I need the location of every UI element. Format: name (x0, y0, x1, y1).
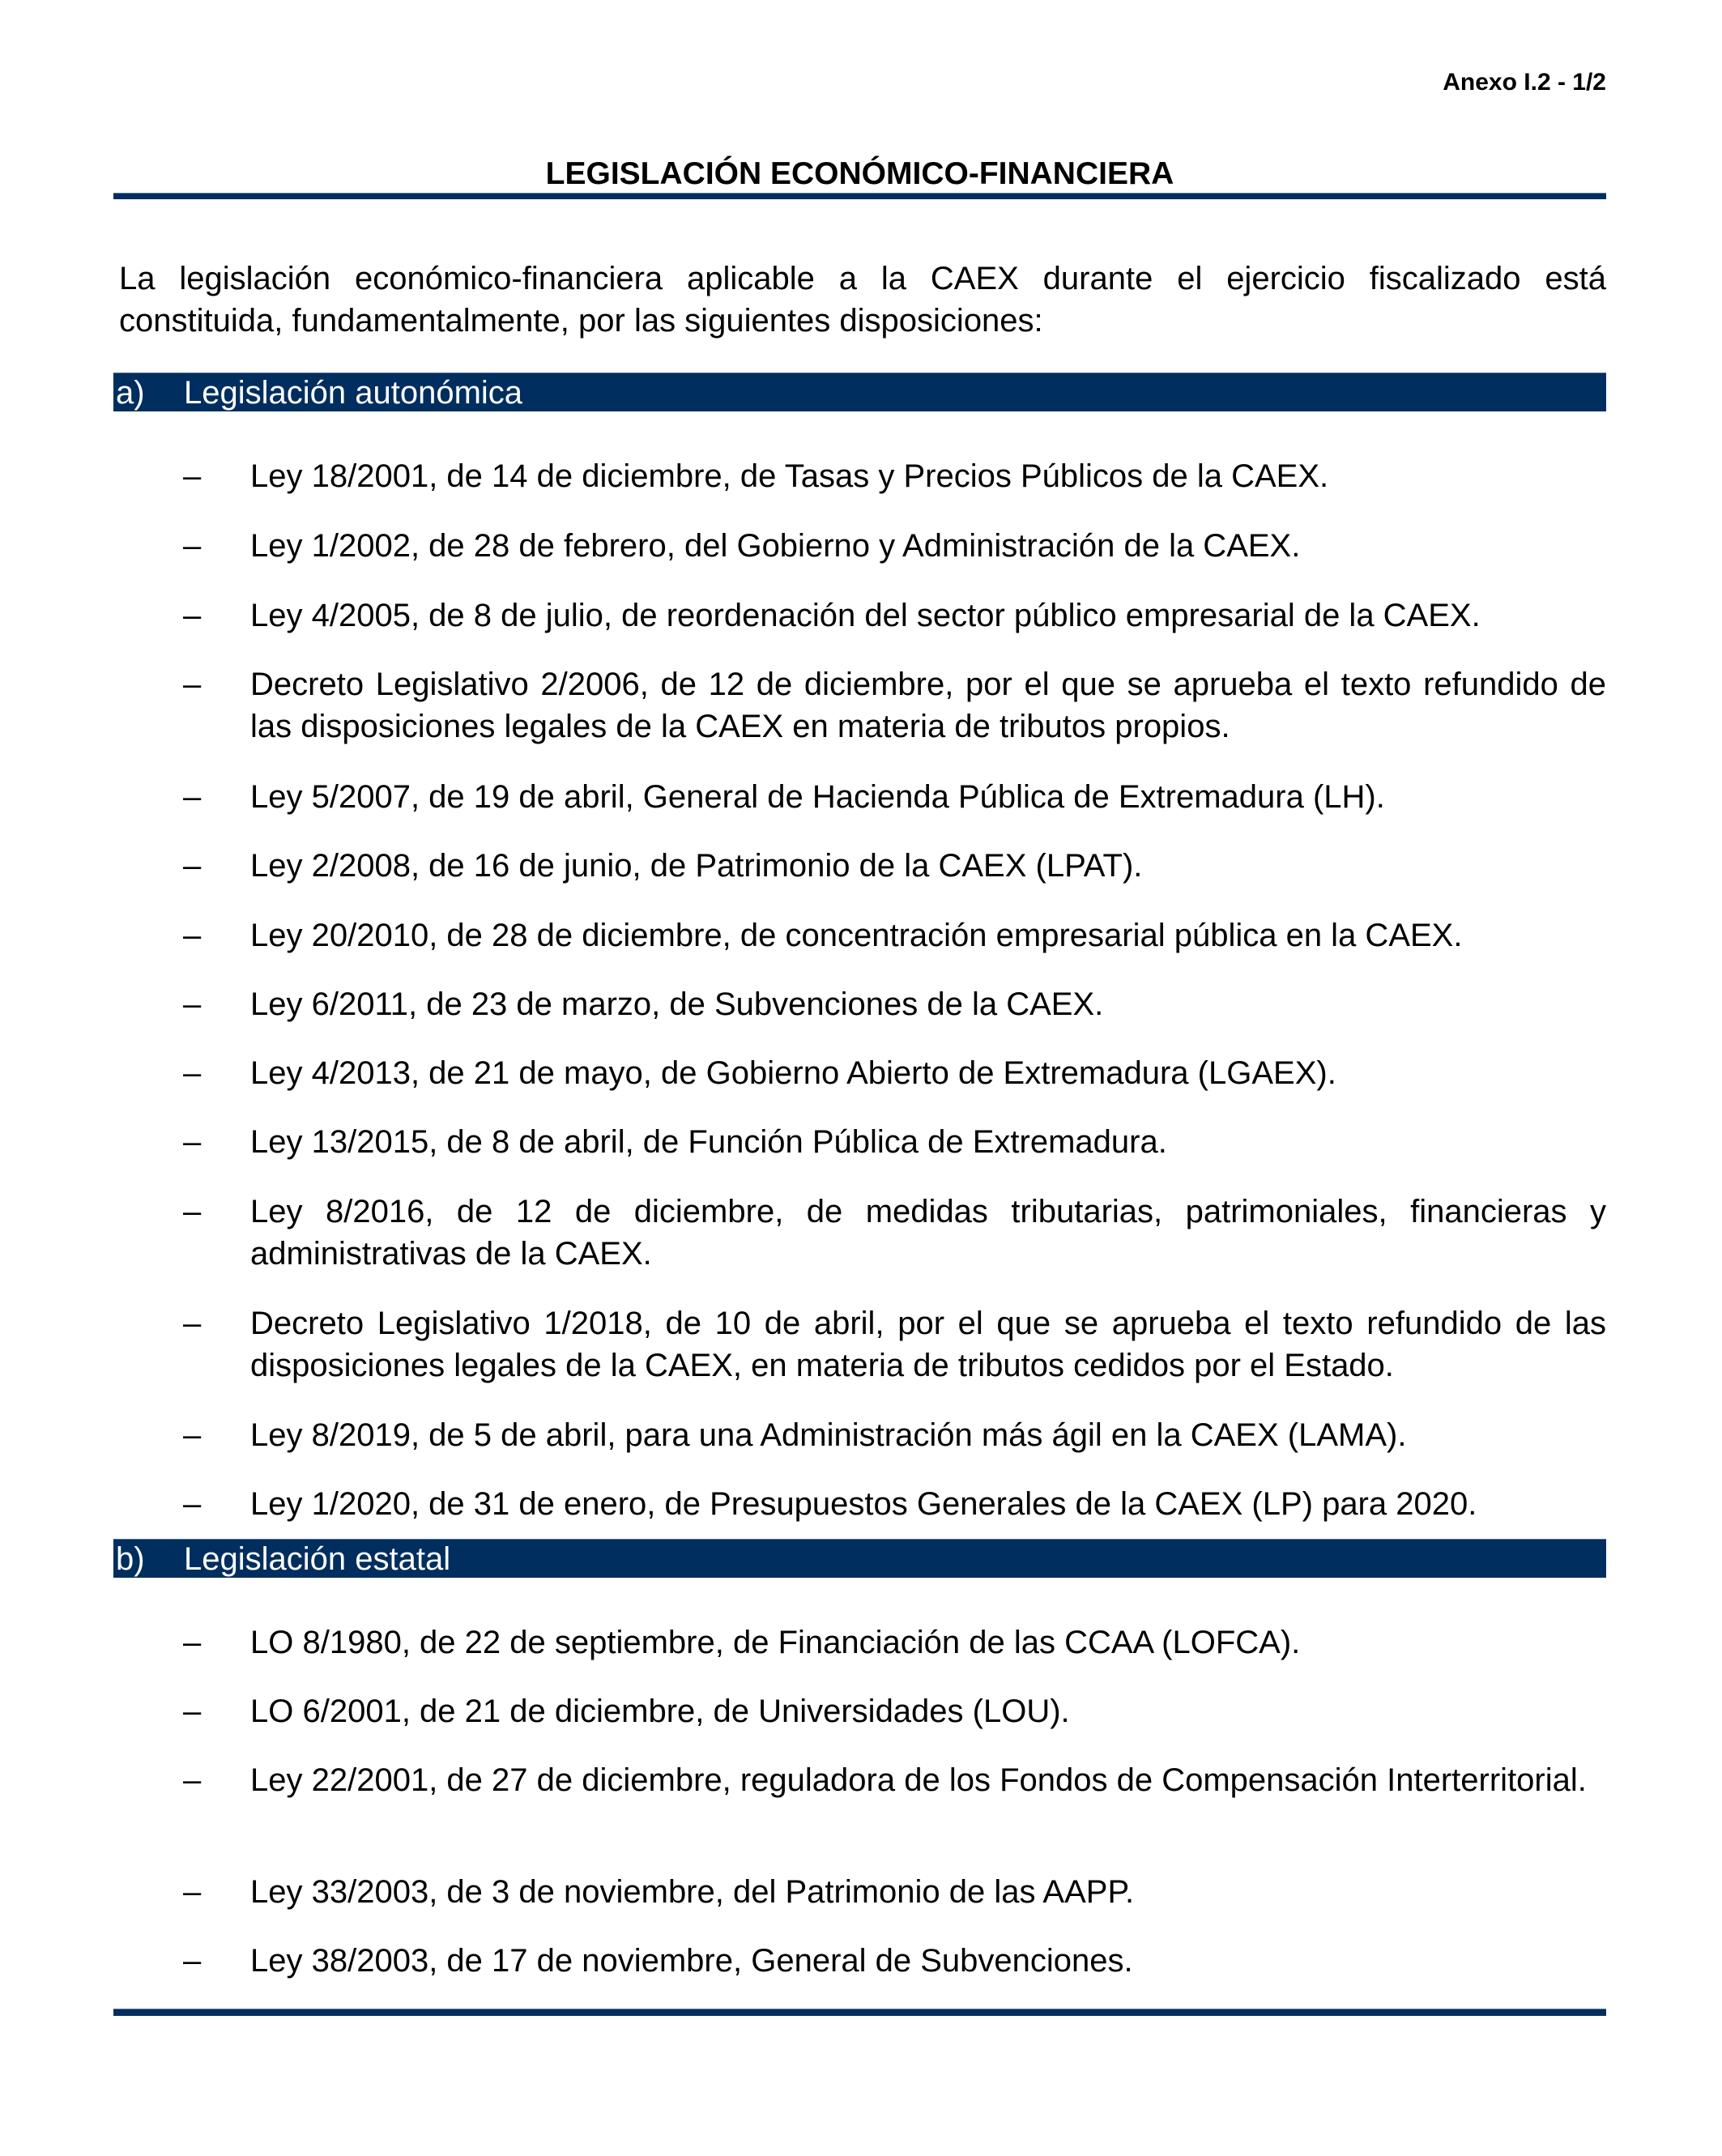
dash-bullet-icon: – (183, 1762, 202, 1798)
dash-bullet-icon: – (183, 779, 202, 815)
dash-bullet-icon: – (183, 667, 202, 702)
section-label: Legislación autonómica (184, 375, 523, 411)
section-header-estatal (113, 1539, 1606, 1578)
dash-bullet-icon: – (183, 1874, 202, 1910)
dash-bullet-icon: – (183, 1625, 202, 1660)
list-item-text: Ley 4/2005, de 8 de julio, de reordenación del sector público empresarial de la CAEX. (250, 598, 1481, 633)
dash-bullet-icon: – (183, 1194, 202, 1229)
dash-bullet-icon: – (183, 1486, 202, 1522)
list-item-text: Ley 13/2015, de 8 de abril, de Función Pública de Extremadura. (250, 1124, 1167, 1160)
list-item-text: Ley 4/2013, de 21 de mayo, de Gobierno Abierto de Extremadura (LGAEX). (250, 1055, 1336, 1091)
dash-bullet-icon: – (183, 1417, 202, 1453)
list-item-text: Ley 38/2003, de 17 de noviembre, General de Subvenciones. (250, 1943, 1133, 1979)
section-header-autonomica (113, 373, 1606, 411)
list-item-text: Ley 1/2002, de 28 de febrero, del Gobierno y Administración de la CAEX. (250, 528, 1301, 564)
footer-divider (113, 2009, 1606, 2016)
list-item-text: Decreto Legislativo 2/2006, de 12 de diciembre, por el que se aprueba el texto refundido de las disposiciones legales de la CAEX en materia de tributos propios. (250, 667, 1606, 744)
dash-bullet-icon: – (183, 598, 202, 633)
list-item-text: Ley 2/2008, de 16 de junio, de Patrimonio de la CAEX (LPAT). (250, 848, 1143, 884)
dash-bullet-icon: – (183, 1306, 202, 1341)
dash-bullet-icon: – (183, 1124, 202, 1160)
dash-bullet-icon: – (183, 1694, 202, 1729)
dash-bullet-icon: – (183, 1055, 202, 1091)
annex-label: Anexo I.2 - 1/2 (1443, 69, 1606, 96)
list-item-text: Ley 33/2003, de 3 de noviembre, del Patrimonio de las AAPP. (250, 1874, 1135, 1910)
dash-bullet-icon: – (183, 986, 202, 1022)
list-item-text: Ley 8/2019, de 5 de abril, para una Administración más ágil en la CAEX (LAMA). (250, 1417, 1407, 1453)
section-letter: b) (116, 1541, 145, 1577)
dash-bullet-icon: – (183, 528, 202, 564)
list-item-text: Ley 22/2001, de 27 de diciembre, reguladora de los Fondos de Compensación Interterritorial. (250, 1762, 1587, 1798)
list-item-text: Ley 1/2020, de 31 de enero, de Presupuestos Generales de la CAEX (LP) para 2020. (250, 1486, 1477, 1522)
dash-bullet-icon: – (183, 848, 202, 884)
list-item-text: Ley 8/2016, de 12 de diciembre, de medidas tributarias, patrimoniales, financieras y administrativas de la CAEX. (250, 1194, 1606, 1272)
section-letter: a) (116, 375, 145, 411)
section-label: Legislación estatal (184, 1541, 451, 1577)
dash-bullet-icon: – (183, 458, 202, 494)
list-item-text: Ley 20/2010, de 28 de diciembre, de concentración empresarial pública en la CAEX. (250, 918, 1463, 953)
list-item-text: Ley 5/2007, de 19 de abril, General de Hacienda Pública de Extremadura (LH). (250, 779, 1385, 815)
list-item-text: LO 6/2001, de 21 de diciembre, de Universidades (LOU). (250, 1694, 1070, 1729)
dash-bullet-icon: – (183, 918, 202, 953)
title-divider (113, 193, 1606, 199)
list-item-text: Decreto Legislativo 1/2018, de 10 de abril, por el que se aprueba el texto refundido de las disposiciones legales de la CAEX, en materia de tributos cedidos por el Estado. (250, 1306, 1606, 1383)
list-item-text: Ley 6/2011, de 23 de marzo, de Subvenciones de la CAEX. (250, 986, 1104, 1022)
list-item-text: Ley 18/2001, de 14 de diciembre, de Tasas y Precios Públicos de la CAEX. (250, 458, 1329, 494)
page-title: LEGISLACIÓN ECONÓMICO-FINANCIERA (545, 156, 1174, 191)
list-item-text: LO 8/1980, de 22 de septiembre, de Financiación de las CCAA (LOFCA). (250, 1625, 1301, 1660)
intro-paragraph: La legislación económico-financiera aplicable a la CAEX durante el ejercicio fiscalizado está constituida, fundamentalmente, por las siguientes disposiciones: (119, 261, 1606, 339)
dash-bullet-icon: – (183, 1943, 202, 1979)
